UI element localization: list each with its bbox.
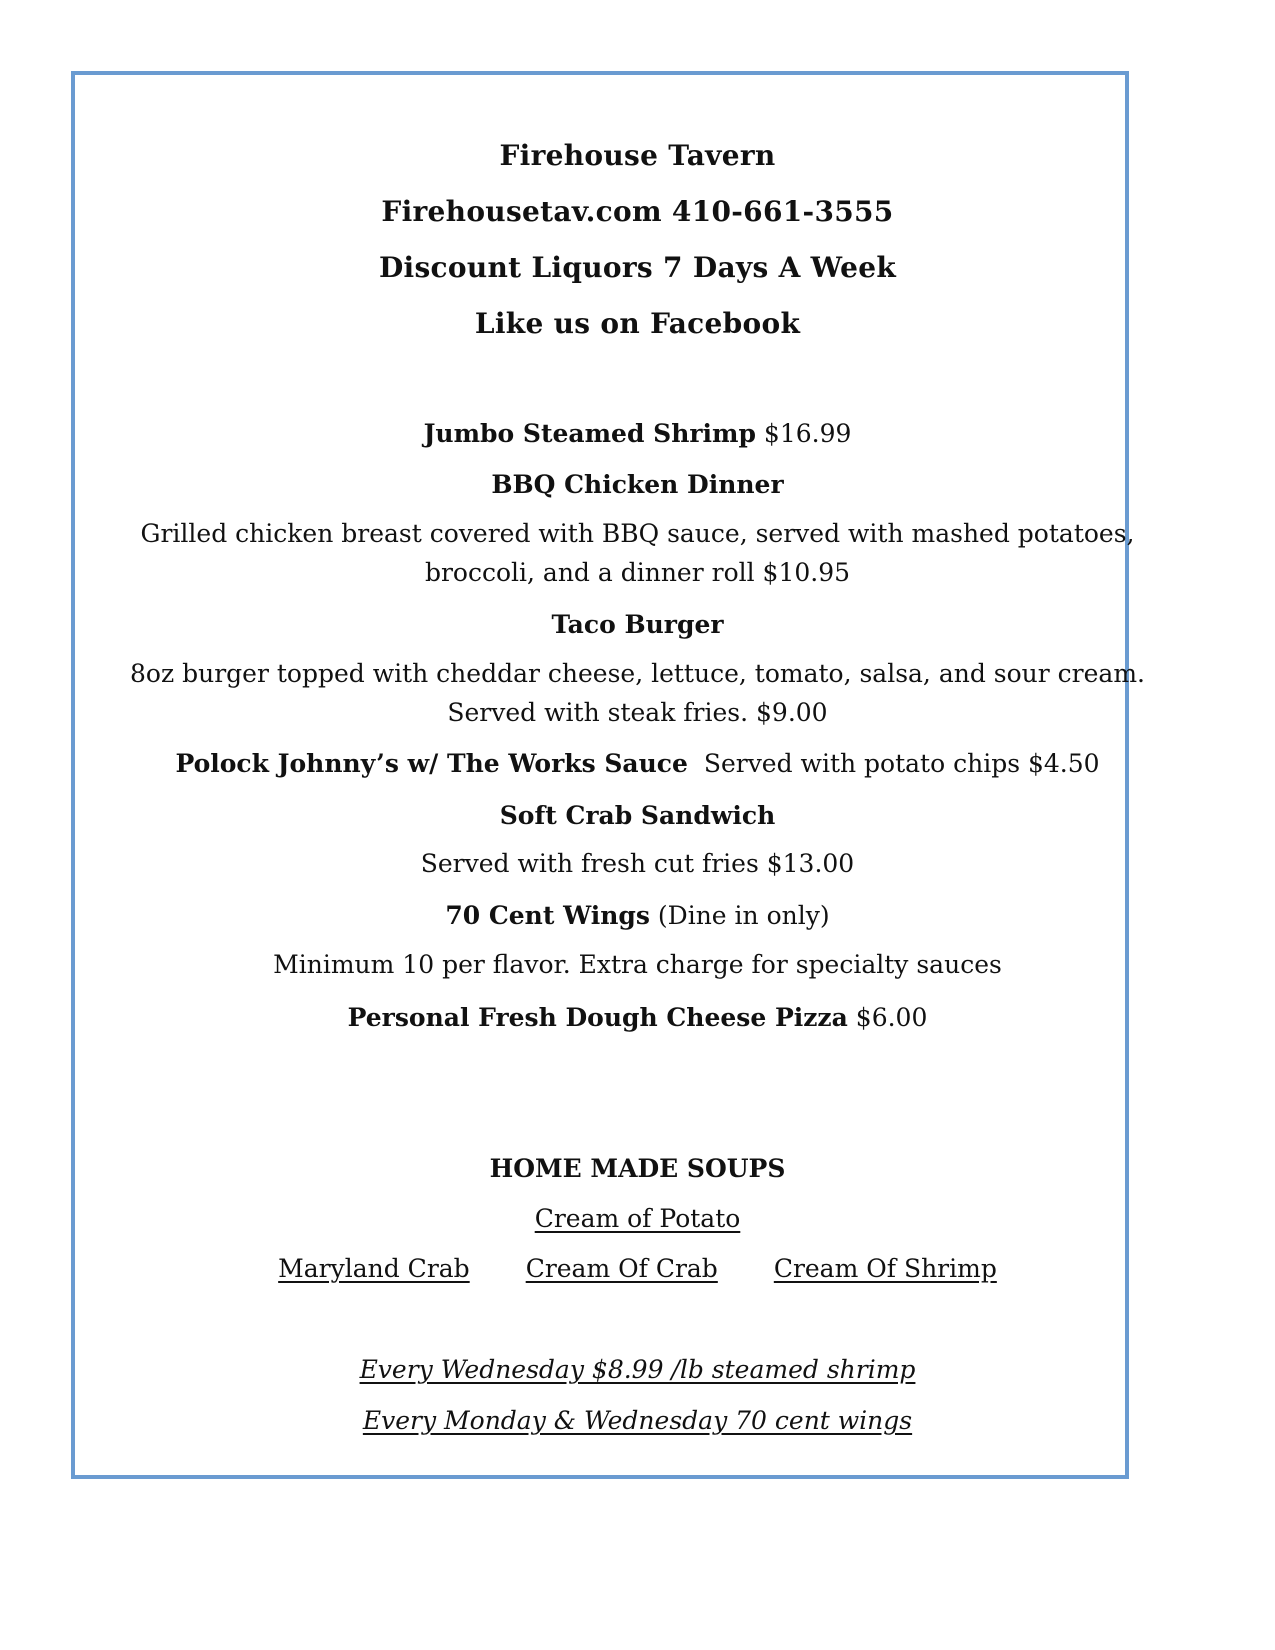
special-wings: [0, 1405, 1275, 1437]
item-price: $16.99: [755, 419, 852, 448]
soups-heading: HOME MADE SOUPS: [489, 1154, 786, 1183]
facebook-line: Like us on Facebook: [474, 307, 801, 340]
menu-item-bbq-title: BBQ Chicken Dinner: [491, 470, 784, 499]
liquor-line: Discount Liquors 7 Days A Week: [378, 251, 897, 284]
menu-item-wings: [0, 900, 1275, 932]
soups-row-1: [0, 1203, 1275, 1235]
special-text: Every Monday & Wednesday 70 cent wings: [362, 1406, 913, 1435]
menu-item-pizza: [0, 1002, 1275, 1034]
soup-item: Cream of Potato: [534, 1204, 741, 1233]
menu-item-polock: [0, 748, 1275, 780]
soup-item: Maryland Crab: [278, 1254, 470, 1283]
menu-item-crab-title: Soft Crab Sandwich: [499, 801, 776, 830]
item-name: Jumbo Steamed Shrimp: [423, 419, 756, 448]
menu-item-taco-desc-1: 8oz burger topped with cheddar cheese, lettuce, tomato, salsa, and sour cream.: [130, 659, 1145, 688]
tavern-name: Firehouse Tavern: [499, 139, 776, 172]
item-note: (Dine in only): [649, 901, 830, 930]
menu-item-crab-desc: Served with fresh cut fries $13.00: [420, 849, 855, 878]
special-wednesday-shrimp: [0, 1354, 1275, 1386]
menu-item-bbq-desc-1: Grilled chicken breast covered with BBQ sauce, served with mashed potatoes,: [140, 519, 1135, 548]
menu-item-bbq-desc-2: broccoli, and a dinner roll $10.95: [424, 558, 851, 587]
menu-item-wings-desc: Minimum 10 per flavor. Extra charge for specialty sauces: [273, 950, 1002, 979]
menu-item-taco-title: Taco Burger: [551, 610, 724, 639]
special-text: Every Wednesday $8.99 /lb steamed shrimp: [359, 1355, 916, 1384]
soups-row-2: [0, 1253, 1275, 1285]
item-name: Polock Johnny’s w/ The Works Sauce: [175, 749, 688, 778]
menu-item-shrimp: [0, 418, 1275, 450]
item-desc: Served with potato chips $4.50: [687, 749, 1100, 778]
item-name: Personal Fresh Dough Cheese Pizza: [347, 1003, 848, 1032]
soup-item: Cream Of Crab: [525, 1254, 718, 1283]
soup-item: Cream Of Shrimp: [773, 1254, 997, 1283]
item-name: 70 Cent Wings: [445, 901, 650, 930]
item-price: $6.00: [847, 1003, 928, 1032]
menu-item-taco-desc-2: Served with steak fries. $9.00: [447, 698, 828, 727]
contact-line: Firehousetav.com 410-661-3555: [381, 195, 894, 228]
